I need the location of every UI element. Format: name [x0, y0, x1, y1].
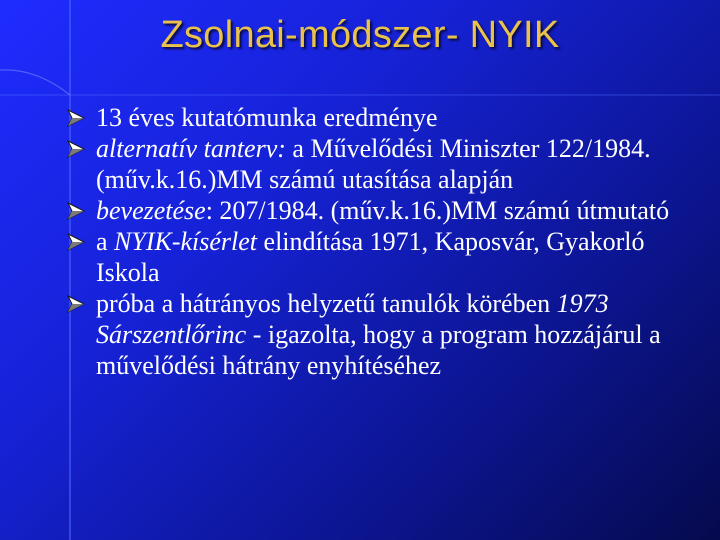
- arrow-bullet-icon: [66, 140, 86, 158]
- bullet-text: a: [96, 227, 115, 256]
- bullet-list: [66, 102, 676, 381]
- bullet-item: [66, 288, 676, 381]
- arrow-bullet-icon: [66, 202, 86, 220]
- bullet-item: [66, 195, 676, 226]
- bullet-text: : 207/1984. (műv.k.16.)MM számú útmutató: [205, 196, 670, 225]
- bullet-text-italic: 1973 Sárszentlőrinc: [96, 289, 609, 349]
- bullet-text: próba a hátrányos helyzetű tanulók körében: [96, 289, 557, 318]
- bullet-text-italic: alternatív tanterv:: [96, 134, 286, 163]
- bullet-text: a Művelődési Miniszter 122/1984.(műv.k.16.)MM számú utasítása alapján: [96, 134, 651, 194]
- arrow-bullet-icon: [66, 109, 86, 127]
- arrow-bullet-icon: [66, 295, 86, 313]
- bullet-text-italic: bevezetése: [96, 196, 206, 225]
- bullet-text: 13 éves kutatómunka eredménye: [96, 103, 438, 132]
- bullet-text: - igazolta, hogy a program hozzájárul a művelődési hátrány enyhítéséhez: [96, 320, 661, 380]
- slide-title: Zsolnai-módszer- NYIK: [160, 14, 560, 56]
- bullet-item: [66, 226, 676, 288]
- bullet-item: [66, 102, 676, 133]
- bullet-text-italic: NYIK-kísérlet: [114, 227, 258, 256]
- bullet-item: [66, 133, 676, 195]
- arrow-bullet-icon: [66, 233, 86, 251]
- bullet-text: elindítása 1971, Kaposvár, Gyakorló Iskola: [96, 227, 645, 287]
